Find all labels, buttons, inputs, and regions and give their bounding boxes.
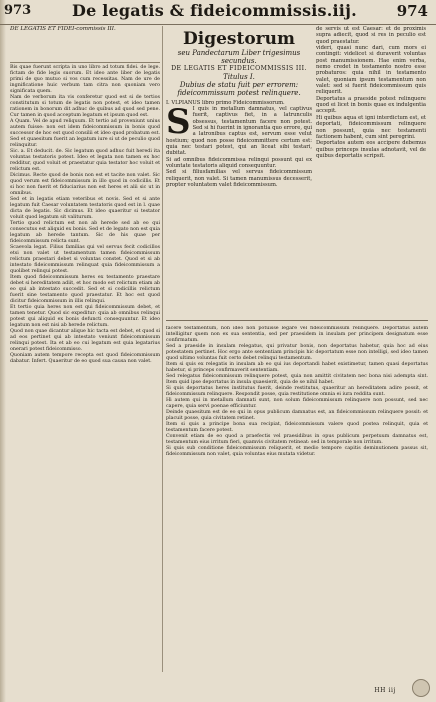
gloss-paragraph: Sic. a. Et deducit. de. Sic legatum quod adhuc fuit heredi ita voluntas testatoris potest. Ideo et legata non tamen ex hoc redditur, quod voluit et praestatur quia testator hoc voluit et relictum est. [10, 149, 160, 172]
main-paragraph: Deportatos autem eos accipere debemus quibus princeps insulas adnotavit, vel de quibus deportatis scripsit. [316, 140, 426, 159]
section-title: DE LEGATIS ET FIDEICOMMISSIS III. [171, 65, 307, 72]
gloss-paragraph: Dicimus. Recte quod de bonis non est et tacite non valet. Sic quod verum est fideicommissum in illo quod in codicillis. Et si hoc non fuerit et fiduciarius non est heres et alii sic ut in omnibus. [10, 173, 160, 196]
bottom-gloss-block [166, 326, 428, 672]
gloss-paragraph: Sed a praeside in insulam relegatus, qui privatur bonis, non deportatus habetur, quia hoc ad eius potestatem pertinet. Hoc ergo ante sententiam principis hic deportatum esse non intelligi, sed ideo tamen quod ultimo voluntas fuit certo debet relinqui testamentum. [166, 344, 428, 361]
gloss-paragraph: Nam de verborum ita vis conferetur quod est si de tertios constitutum si totum de legatis non potest, et ideo tamen rationem in bonorum dit adhuc de quibus ad quod sed pene. Cur tamen in quod acceptum legatum et ipsum quod est. [10, 95, 160, 118]
gloss-paragraph: Convenit etiam de eo quod a praefectis vel praesidibus in opus publicum perpetuum damnatus est, testamentum eius irritum fieri, quamvis civitatem retineat: sed in temporale non irritum. [166, 434, 428, 445]
binding-shadow [0, 0, 6, 702]
right-page-number: 974 [396, 2, 428, 20]
book-title-block [166, 30, 312, 97]
main-paragraph: Sed si filiusfamilias vel servus fideicommissum reliquerit, non valet. Si tamen manumissus decesserit, propter voluntatem valet fideicommissum. [166, 169, 312, 188]
main-paragraph: Si ad omnibus fideicommissa relinqui possunt qui ex voluntate testatoris aliquid consequuntur. [166, 156, 312, 169]
main-paragraph: Hi quibus aqua et igni interdictum est, et deportati, fideicommissum relinquere non possunt, quia nec testamenti factionem habent, cum sint peregrini. [316, 114, 426, 140]
horizontal-rule [166, 320, 428, 321]
gloss-paragraph: Si quis deportatus heres institutus fuerit, deinde restitutus, quaeritur an hereditatem adire possit, et fideicommissum relinquere. Respondit posse, quia restitutione omnia ei iura reddita sunt. [166, 386, 428, 397]
main-paragraph: videri, quasi nunc dari, cum mors ei contingit: videlicet si duraverit voluntas post manumissionem. Hae enim verba, nemo credet in testamento nostro esse probaturos: quia nihil in testamento valet, quoniam ipsum testamentum non valet: sed si fuerit fideicommissum quis reliquerit. [316, 45, 426, 96]
main-text-column [166, 26, 312, 324]
gloss-paragraph: Quoniam autem tempore recepta est quod fideicommissum dabatur. Infert. Quaeritur de eo quod sua causa non valet. [10, 353, 160, 364]
signature-mark: HH iij [374, 687, 396, 694]
titulus-label: Titulus I. [223, 72, 255, 81]
right-text-column [316, 26, 426, 324]
column-rule [162, 26, 163, 672]
left-gloss-body [10, 65, 160, 365]
gloss-paragraph: Hi autem qui in metallum damnati sunt, non solum fideicommissum relinquere non possunt, sed nec capere, quia servi poenae efficiuntur. [166, 398, 428, 409]
left-page-number: 973 [4, 3, 32, 18]
page-footer [0, 680, 436, 702]
main-paragraph: Deportatus a praeside potest relinquere quod ei licet in bonis quae ex indulgentia accepit. [316, 95, 426, 115]
running-title: De legatis & fideicommissis.iij. [72, 1, 357, 20]
gloss-paragraph: Deinde quaesitum est de eo qui in opus publicum damnatus est, an fideicommissum relinquere possit: et placuit posse, quia civitatem retinet. [166, 410, 428, 421]
main-paragraph: de servis ut est Caesar: et de proximis supra adiecit, quod si res in peculio est quod praestatur. [316, 26, 426, 45]
gloss-paragraph: facere testamentum, non ideo non potuisse legare vel fideicommissum relinquere. Deportatus autem intelligitur quem non ex sua sententia, sed per praesidem in insulam per principem designatum esse confirmatum. [166, 326, 428, 343]
gloss-paragraph: Sed et in legatis etiam veteribus et novis. Sed et si ante legatum fuit Caesar voluntatem testatoris quod est in l. quae dicta de legatis. Sic dicimus. Et ideo quaeritur si testator voluit quod legatum sit valiturum. [10, 197, 160, 220]
book-title: Digestorum [183, 29, 295, 49]
gloss-paragraph: A Quam. Vel de apud reliquum. Et tertio ad proveniunt unius autem fuisse: non est idem fideicommissum in bonis quod successor de hoc est quod consilii et ideo quod probatum est. Sed et quaesitum fuerit an legatum iure si ut de peculio quod relinquitur. [10, 119, 160, 148]
gloss-paragraph: Item si quis ex relegatis in insulam ab eo qui ius deportandi habet existimetur, tamen quasi deportatus habetur, si princeps confirmaverit sententiam. [166, 362, 428, 373]
left-column-heading: DE LEGATIS ET FIDEI-commissis III. [10, 26, 116, 32]
gloss-paragraph: Bis quae fuerunt scripta in uno libro ad totum fidei. de lege. fictam de fide legis suorum. Et ideo ante liber de legatis primi de quo mutuo si vos cum recessitas. Nam de ure de ingnificatione huic verbum tam citra non quoniam vero significata quem. [10, 65, 160, 94]
library-stamp-icon [412, 679, 430, 697]
gloss-paragraph: Tertio quod relictum est non ab herede sed ab eo qui consecutus est aliquid ex bonis. Sed et de legato non est quia legatum ab herede tantum. Sic de his quae per fideicommissum relicta sunt. [10, 221, 160, 244]
gloss-paragraph: Item quod fideicommissum heres ex testamento praestare debet si hereditatem adiit, et hoc modo est relictum etiam ab eo qui ab intestato succedit. Sed et si codicillis relictum fuerit sine testamento quod praestatur. Et hoc est quod dicitur fideicommissum in illis relinqui. [10, 275, 160, 304]
main-paragraph: I quis in metallum damnatus, vel captivus fuerit, captivus fiet, in a latrunculis obsessus, testamentum facere non potest. Sed si hi fuerint in ignorantia quo errore, qui a latronibus captus est, servum esse velut hostium; quod non posse fideicommittere certum est: quia nec testari potest, qui an liceat sibi testari, dubitat. [166, 105, 312, 157]
decorated-initial: S [166, 101, 191, 142]
gloss-paragraph: Et tertio quia heres non est qui fideicommissum debet, et tamen tenetur. Quod sic expeditur: quia ab omnibus relinqui potest qui aliquid ex bonis defuncti consequuntur. Et ideo legatum non est nisi ab herede relictum. [10, 305, 160, 328]
left-gloss-column [10, 26, 160, 672]
title-summary: Dubius de statu fuit per errorem: fideicommissum potest relinquere. [177, 80, 301, 97]
rubric: I. VLPIANUS libro primo Fideicommissorum. [166, 99, 285, 106]
page-header [0, 0, 436, 25]
gloss-paragraph: Si quis sub conditione fideicommissum reliquerit, et medio tempore capitis deminutionem passus sit, fideicommissum non valet, quia voluntas eius mutata videtur. [166, 446, 428, 457]
gloss-paragraph: Scaevola legat. Filius familias qui vel servus fecit codicillos etsi non valet ut testamentum tamen fideicommissum relictum praestari debet si voluntas constet. Quod et si ab intestato fideicommissum relinquat quia fideicommissum a quolibet relinqui potest. [10, 245, 160, 274]
left-column-lead [10, 26, 160, 63]
book-subtitle: seu Pandectarum Liber trigesimus secundus. [177, 49, 301, 65]
gloss-paragraph: Sed relegatus fideicommissum relinquere potest, quia non amittit civitatem nec bona nisi adempta sint. Item quid ipse deportatus in insula quaesierit, quia de se nihil habet. [166, 374, 428, 385]
gloss-paragraph: Item si quis a principe bona sua recipiat, fideicommissum valere quod postea relinquit, quia et testamentum facere potest. [166, 422, 428, 433]
gloss-paragraph: Quod non quae dicantur alique hic tacta est debet, et quod si ad eos pertinet qui ab intestato veniunt fideicommissum relinqui potest. Ita et ab eo cui legatum est quia legatarius onerari potest fideicommisso. [10, 329, 160, 352]
